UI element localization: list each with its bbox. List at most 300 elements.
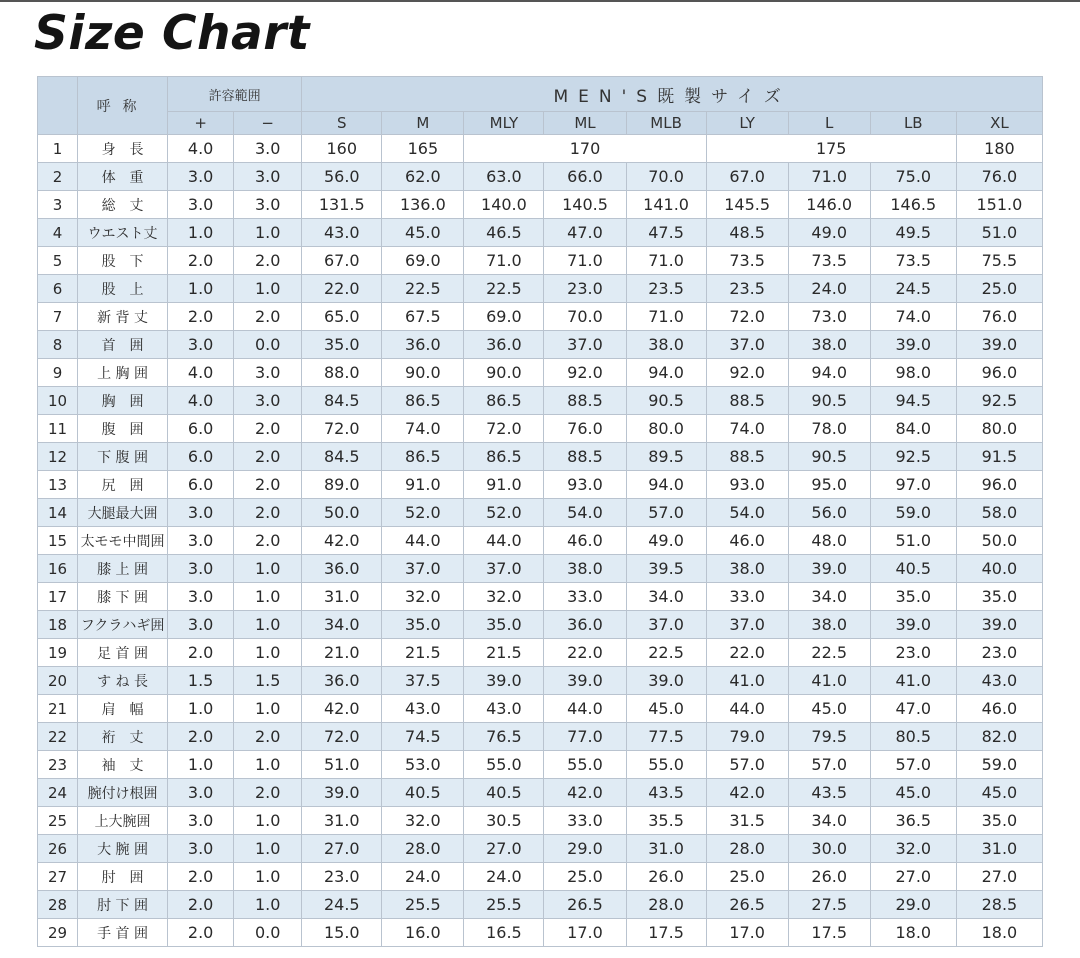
tolerance-minus: 0.0 bbox=[234, 919, 302, 947]
size-value: 21.0 bbox=[302, 639, 382, 667]
tolerance-minus: 3.0 bbox=[234, 163, 302, 191]
size-value: 88.5 bbox=[706, 443, 788, 471]
tolerance-minus: 1.0 bbox=[234, 863, 302, 891]
tolerance-minus: 3.0 bbox=[234, 387, 302, 415]
tolerance-minus: 2.0 bbox=[234, 723, 302, 751]
size-value: 74.0 bbox=[382, 415, 464, 443]
size-value: 59.0 bbox=[956, 751, 1042, 779]
tolerance-minus: 2.0 bbox=[234, 499, 302, 527]
size-value: 50.0 bbox=[302, 499, 382, 527]
tolerance-minus: 2.0 bbox=[234, 247, 302, 275]
tolerance-plus: 2.0 bbox=[168, 247, 234, 275]
size-value: 92.0 bbox=[544, 359, 626, 387]
size-value: 43.0 bbox=[302, 219, 382, 247]
size-value: 25.0 bbox=[956, 275, 1042, 303]
size-value: 76.0 bbox=[544, 415, 626, 443]
size-value: 90.5 bbox=[626, 387, 706, 415]
size-value: 40.5 bbox=[382, 779, 464, 807]
size-value: 24.0 bbox=[382, 863, 464, 891]
measurement-name: 下 腹 囲 bbox=[78, 443, 168, 471]
size-value: 17.0 bbox=[544, 919, 626, 947]
size-value: 23.0 bbox=[956, 639, 1042, 667]
size-value: 25.5 bbox=[382, 891, 464, 919]
row-number: 26 bbox=[38, 835, 78, 863]
measurement-name: 肘 囲 bbox=[78, 863, 168, 891]
measurement-name: ウエスト丈 bbox=[78, 219, 168, 247]
tolerance-plus: 3.0 bbox=[168, 163, 234, 191]
size-value: 72.0 bbox=[464, 415, 544, 443]
table-row bbox=[38, 751, 1043, 779]
tolerance-plus: 1.5 bbox=[168, 667, 234, 695]
size-value: 76.0 bbox=[956, 163, 1042, 191]
size-value: 43.5 bbox=[788, 779, 870, 807]
size-value: 35.0 bbox=[464, 611, 544, 639]
size-value: 35.0 bbox=[870, 583, 956, 611]
size-value: 31.5 bbox=[706, 807, 788, 835]
size-value: 86.5 bbox=[382, 443, 464, 471]
size-value: 170 bbox=[464, 135, 706, 163]
header-index-cell bbox=[38, 77, 78, 135]
size-value: 32.0 bbox=[464, 583, 544, 611]
tolerance-minus: 1.0 bbox=[234, 835, 302, 863]
size-value: 32.0 bbox=[382, 807, 464, 835]
size-value: 58.0 bbox=[956, 499, 1042, 527]
size-value: 22.5 bbox=[788, 639, 870, 667]
size-value: 40.0 bbox=[956, 555, 1042, 583]
row-number: 8 bbox=[38, 331, 78, 359]
measurement-name: 太モモ中間囲 bbox=[78, 527, 168, 555]
size-value: 92.0 bbox=[706, 359, 788, 387]
tolerance-plus: 2.0 bbox=[168, 891, 234, 919]
table-row bbox=[38, 191, 1043, 219]
row-number: 19 bbox=[38, 639, 78, 667]
size-value: 35.0 bbox=[302, 331, 382, 359]
size-value: 94.5 bbox=[870, 387, 956, 415]
size-value: 96.0 bbox=[956, 471, 1042, 499]
size-value: 145.5 bbox=[706, 191, 788, 219]
size-value: 41.0 bbox=[870, 667, 956, 695]
size-value: 80.0 bbox=[626, 415, 706, 443]
row-number: 13 bbox=[38, 471, 78, 499]
row-number: 12 bbox=[38, 443, 78, 471]
tolerance-minus: 2.0 bbox=[234, 303, 302, 331]
header-tolerance-minus: − bbox=[234, 112, 302, 135]
size-value: 27.0 bbox=[956, 863, 1042, 891]
size-value: 49.5 bbox=[870, 219, 956, 247]
tolerance-minus: 2.0 bbox=[234, 415, 302, 443]
size-value: 39.0 bbox=[302, 779, 382, 807]
measurement-name: 首 囲 bbox=[78, 331, 168, 359]
tolerance-plus: 2.0 bbox=[168, 639, 234, 667]
tolerance-plus: 4.0 bbox=[168, 387, 234, 415]
size-value: 57.0 bbox=[626, 499, 706, 527]
size-value: 151.0 bbox=[956, 191, 1042, 219]
size-value: 35.0 bbox=[382, 611, 464, 639]
size-value: 45.0 bbox=[788, 695, 870, 723]
row-number: 24 bbox=[38, 779, 78, 807]
header-size-lb: LB bbox=[870, 112, 956, 135]
measurement-name: 手 首 囲 bbox=[78, 919, 168, 947]
size-value: 45.0 bbox=[626, 695, 706, 723]
size-value: 55.0 bbox=[464, 751, 544, 779]
tolerance-minus: 1.0 bbox=[234, 695, 302, 723]
size-value: 26.5 bbox=[706, 891, 788, 919]
row-number: 27 bbox=[38, 863, 78, 891]
tolerance-plus: 2.0 bbox=[168, 723, 234, 751]
size-value: 95.0 bbox=[788, 471, 870, 499]
table-row bbox=[38, 667, 1043, 695]
size-value: 34.0 bbox=[788, 583, 870, 611]
size-value: 141.0 bbox=[626, 191, 706, 219]
size-value: 79.0 bbox=[706, 723, 788, 751]
size-value: 45.0 bbox=[870, 779, 956, 807]
table-row bbox=[38, 695, 1043, 723]
size-value: 84.5 bbox=[302, 443, 382, 471]
size-value: 74.5 bbox=[382, 723, 464, 751]
measurement-name: 裄 丈 bbox=[78, 723, 168, 751]
size-value: 27.0 bbox=[870, 863, 956, 891]
tolerance-plus: 3.0 bbox=[168, 191, 234, 219]
size-value: 36.0 bbox=[302, 667, 382, 695]
size-value: 93.0 bbox=[706, 471, 788, 499]
table-row bbox=[38, 331, 1043, 359]
row-number: 21 bbox=[38, 695, 78, 723]
row-number: 15 bbox=[38, 527, 78, 555]
table-row bbox=[38, 555, 1043, 583]
measurement-name: 股 上 bbox=[78, 275, 168, 303]
measurement-name: 袖 丈 bbox=[78, 751, 168, 779]
size-value: 140.0 bbox=[464, 191, 544, 219]
header-size-mly: MLY bbox=[464, 112, 544, 135]
measurement-name: 大 腕 囲 bbox=[78, 835, 168, 863]
size-value: 56.0 bbox=[302, 163, 382, 191]
tolerance-plus: 3.0 bbox=[168, 583, 234, 611]
size-value: 74.0 bbox=[706, 415, 788, 443]
size-value: 16.5 bbox=[464, 919, 544, 947]
size-value: 72.0 bbox=[302, 415, 382, 443]
size-value: 93.0 bbox=[544, 471, 626, 499]
size-value: 47.5 bbox=[626, 219, 706, 247]
table-row bbox=[38, 863, 1043, 891]
size-value: 39.5 bbox=[626, 555, 706, 583]
size-value: 45.0 bbox=[382, 219, 464, 247]
size-value: 33.0 bbox=[544, 583, 626, 611]
size-value: 86.5 bbox=[382, 387, 464, 415]
size-value: 18.0 bbox=[870, 919, 956, 947]
size-value: 71.0 bbox=[626, 303, 706, 331]
size-value: 41.0 bbox=[788, 667, 870, 695]
measurement-name: 膝 上 囲 bbox=[78, 555, 168, 583]
tolerance-minus: 1.0 bbox=[234, 891, 302, 919]
size-value: 34.0 bbox=[626, 583, 706, 611]
table-row bbox=[38, 359, 1043, 387]
size-value: 73.5 bbox=[706, 247, 788, 275]
size-value: 37.0 bbox=[706, 611, 788, 639]
size-value: 90.5 bbox=[788, 387, 870, 415]
size-value: 39.0 bbox=[544, 667, 626, 695]
size-value: 94.0 bbox=[626, 359, 706, 387]
table-row bbox=[38, 303, 1043, 331]
size-value: 160 bbox=[302, 135, 382, 163]
measurement-name: 大腿最大囲 bbox=[78, 499, 168, 527]
measurement-name: 膝 下 囲 bbox=[78, 583, 168, 611]
tolerance-plus: 1.0 bbox=[168, 219, 234, 247]
table-row bbox=[38, 611, 1043, 639]
size-value: 48.5 bbox=[706, 219, 788, 247]
tolerance-plus: 6.0 bbox=[168, 415, 234, 443]
size-value: 52.0 bbox=[382, 499, 464, 527]
size-value: 40.5 bbox=[870, 555, 956, 583]
size-value: 88.5 bbox=[544, 443, 626, 471]
size-value: 46.5 bbox=[464, 219, 544, 247]
size-value: 46.0 bbox=[706, 527, 788, 555]
tolerance-minus: 2.0 bbox=[234, 527, 302, 555]
header-size-l: L bbox=[788, 112, 870, 135]
tolerance-minus: 3.0 bbox=[234, 359, 302, 387]
size-value: 46.0 bbox=[956, 695, 1042, 723]
size-value: 74.0 bbox=[870, 303, 956, 331]
table-row bbox=[38, 163, 1043, 191]
size-value: 44.0 bbox=[382, 527, 464, 555]
row-number: 20 bbox=[38, 667, 78, 695]
tolerance-minus: 2.0 bbox=[234, 779, 302, 807]
row-number: 22 bbox=[38, 723, 78, 751]
size-value: 54.0 bbox=[706, 499, 788, 527]
size-value: 46.0 bbox=[544, 527, 626, 555]
table-row bbox=[38, 415, 1043, 443]
size-value: 42.0 bbox=[544, 779, 626, 807]
size-value: 25.0 bbox=[544, 863, 626, 891]
measurement-name: 上大腕囲 bbox=[78, 807, 168, 835]
size-value: 22.5 bbox=[382, 275, 464, 303]
tolerance-minus: 1.0 bbox=[234, 611, 302, 639]
size-value: 98.0 bbox=[870, 359, 956, 387]
table-body bbox=[38, 135, 1043, 947]
size-value: 38.0 bbox=[788, 331, 870, 359]
size-value: 34.0 bbox=[302, 611, 382, 639]
size-value: 28.0 bbox=[626, 891, 706, 919]
size-value: 23.5 bbox=[626, 275, 706, 303]
size-value: 36.5 bbox=[870, 807, 956, 835]
header-name: 呼称 bbox=[78, 77, 168, 135]
measurement-name: 身 長 bbox=[78, 135, 168, 163]
tolerance-plus: 3.0 bbox=[168, 779, 234, 807]
size-value: 23.5 bbox=[706, 275, 788, 303]
size-value: 38.0 bbox=[788, 611, 870, 639]
table-row bbox=[38, 807, 1043, 835]
size-value: 27.5 bbox=[788, 891, 870, 919]
tolerance-minus: 1.5 bbox=[234, 667, 302, 695]
tolerance-plus: 1.0 bbox=[168, 751, 234, 779]
tolerance-plus: 3.0 bbox=[168, 555, 234, 583]
measurement-name: フクラハギ囲 bbox=[78, 611, 168, 639]
tolerance-minus: 1.0 bbox=[234, 219, 302, 247]
size-value: 97.0 bbox=[870, 471, 956, 499]
size-value: 37.0 bbox=[706, 331, 788, 359]
size-value: 42.0 bbox=[302, 527, 382, 555]
row-number: 7 bbox=[38, 303, 78, 331]
size-value: 37.0 bbox=[464, 555, 544, 583]
size-value: 22.5 bbox=[464, 275, 544, 303]
size-value: 35.0 bbox=[956, 807, 1042, 835]
size-value: 48.0 bbox=[788, 527, 870, 555]
size-value: 15.0 bbox=[302, 919, 382, 947]
size-value: 70.0 bbox=[544, 303, 626, 331]
size-value: 33.0 bbox=[544, 807, 626, 835]
measurement-name: す ね 長 bbox=[78, 667, 168, 695]
size-value: 96.0 bbox=[956, 359, 1042, 387]
size-value: 45.0 bbox=[956, 779, 1042, 807]
size-value: 41.0 bbox=[706, 667, 788, 695]
size-value: 89.5 bbox=[626, 443, 706, 471]
size-value: 43.0 bbox=[382, 695, 464, 723]
tolerance-minus: 2.0 bbox=[234, 471, 302, 499]
size-value: 84.5 bbox=[302, 387, 382, 415]
tolerance-plus: 3.0 bbox=[168, 807, 234, 835]
size-value: 36.0 bbox=[382, 331, 464, 359]
measurement-name: 胸 囲 bbox=[78, 387, 168, 415]
size-value: 90.0 bbox=[382, 359, 464, 387]
size-value: 73.5 bbox=[788, 247, 870, 275]
tolerance-minus: 1.0 bbox=[234, 583, 302, 611]
size-value: 86.5 bbox=[464, 387, 544, 415]
size-value: 62.0 bbox=[382, 163, 464, 191]
size-value: 63.0 bbox=[464, 163, 544, 191]
size-value: 59.0 bbox=[870, 499, 956, 527]
size-value: 37.5 bbox=[382, 667, 464, 695]
size-value: 69.0 bbox=[464, 303, 544, 331]
size-value: 27.0 bbox=[302, 835, 382, 863]
header-size-m: M bbox=[382, 112, 464, 135]
size-value: 50.0 bbox=[956, 527, 1042, 555]
table-row bbox=[38, 219, 1043, 247]
size-value: 66.0 bbox=[544, 163, 626, 191]
size-value: 140.5 bbox=[544, 191, 626, 219]
size-value: 31.0 bbox=[302, 583, 382, 611]
size-value: 131.5 bbox=[302, 191, 382, 219]
size-value: 146.0 bbox=[788, 191, 870, 219]
row-number: 3 bbox=[38, 191, 78, 219]
row-number: 11 bbox=[38, 415, 78, 443]
size-value: 31.0 bbox=[626, 835, 706, 863]
size-value: 146.5 bbox=[870, 191, 956, 219]
tolerance-plus: 4.0 bbox=[168, 359, 234, 387]
tolerance-minus: 1.0 bbox=[234, 807, 302, 835]
row-number: 6 bbox=[38, 275, 78, 303]
size-value: 76.5 bbox=[464, 723, 544, 751]
table-row bbox=[38, 499, 1043, 527]
tolerance-plus: 3.0 bbox=[168, 331, 234, 359]
size-value: 94.0 bbox=[788, 359, 870, 387]
size-value: 28.5 bbox=[956, 891, 1042, 919]
table-row bbox=[38, 835, 1043, 863]
size-value: 16.0 bbox=[382, 919, 464, 947]
tolerance-plus: 3.0 bbox=[168, 527, 234, 555]
size-value: 88.0 bbox=[302, 359, 382, 387]
table-row bbox=[38, 471, 1043, 499]
size-value: 77.0 bbox=[544, 723, 626, 751]
tolerance-minus: 3.0 bbox=[234, 191, 302, 219]
size-value: 73.0 bbox=[788, 303, 870, 331]
size-value: 88.5 bbox=[544, 387, 626, 415]
measurement-name: 体 重 bbox=[78, 163, 168, 191]
tolerance-minus: 1.0 bbox=[234, 639, 302, 667]
size-value: 21.5 bbox=[464, 639, 544, 667]
size-value: 39.0 bbox=[956, 331, 1042, 359]
size-value: 73.5 bbox=[870, 247, 956, 275]
tolerance-plus: 2.0 bbox=[168, 303, 234, 331]
size-value: 27.0 bbox=[464, 835, 544, 863]
row-number: 18 bbox=[38, 611, 78, 639]
table-row bbox=[38, 135, 1043, 163]
row-number: 28 bbox=[38, 891, 78, 919]
size-value: 39.0 bbox=[626, 667, 706, 695]
size-value: 23.0 bbox=[544, 275, 626, 303]
size-value: 72.0 bbox=[706, 303, 788, 331]
size-value: 55.0 bbox=[626, 751, 706, 779]
measurement-name: 総 丈 bbox=[78, 191, 168, 219]
size-value: 56.0 bbox=[788, 499, 870, 527]
size-value: 86.5 bbox=[464, 443, 544, 471]
measurement-name: 股 下 bbox=[78, 247, 168, 275]
table-row bbox=[38, 275, 1043, 303]
table-row bbox=[38, 443, 1043, 471]
size-value: 47.0 bbox=[544, 219, 626, 247]
size-value: 47.0 bbox=[870, 695, 956, 723]
row-number: 1 bbox=[38, 135, 78, 163]
size-value: 71.0 bbox=[788, 163, 870, 191]
size-value: 55.0 bbox=[544, 751, 626, 779]
tolerance-minus: 0.0 bbox=[234, 331, 302, 359]
size-value: 49.0 bbox=[788, 219, 870, 247]
tolerance-plus: 3.0 bbox=[168, 835, 234, 863]
measurement-name: 足 首 囲 bbox=[78, 639, 168, 667]
measurement-name: 腹 囲 bbox=[78, 415, 168, 443]
size-value: 29.0 bbox=[870, 891, 956, 919]
size-value: 91.0 bbox=[382, 471, 464, 499]
table-row bbox=[38, 583, 1043, 611]
size-value: 49.0 bbox=[626, 527, 706, 555]
row-number: 29 bbox=[38, 919, 78, 947]
size-value: 84.0 bbox=[870, 415, 956, 443]
size-value: 23.0 bbox=[870, 639, 956, 667]
size-value: 32.0 bbox=[382, 583, 464, 611]
header-tolerance-plus: + bbox=[168, 112, 234, 135]
table-row bbox=[38, 779, 1043, 807]
size-value: 30.0 bbox=[788, 835, 870, 863]
table-row bbox=[38, 639, 1043, 667]
size-value: 38.0 bbox=[626, 331, 706, 359]
size-value: 24.0 bbox=[464, 863, 544, 891]
size-value: 34.0 bbox=[788, 807, 870, 835]
size-value: 44.0 bbox=[544, 695, 626, 723]
measurement-name: 尻 囲 bbox=[78, 471, 168, 499]
row-number: 4 bbox=[38, 219, 78, 247]
size-value: 25.0 bbox=[706, 863, 788, 891]
size-value: 67.5 bbox=[382, 303, 464, 331]
size-value: 38.0 bbox=[706, 555, 788, 583]
size-value: 88.5 bbox=[706, 387, 788, 415]
size-value: 25.5 bbox=[464, 891, 544, 919]
row-number: 9 bbox=[38, 359, 78, 387]
table-row bbox=[38, 919, 1043, 947]
table-row bbox=[38, 891, 1043, 919]
size-value: 89.0 bbox=[302, 471, 382, 499]
size-value: 36.0 bbox=[464, 331, 544, 359]
size-value: 26.0 bbox=[626, 863, 706, 891]
size-value: 75.0 bbox=[870, 163, 956, 191]
size-value: 69.0 bbox=[382, 247, 464, 275]
